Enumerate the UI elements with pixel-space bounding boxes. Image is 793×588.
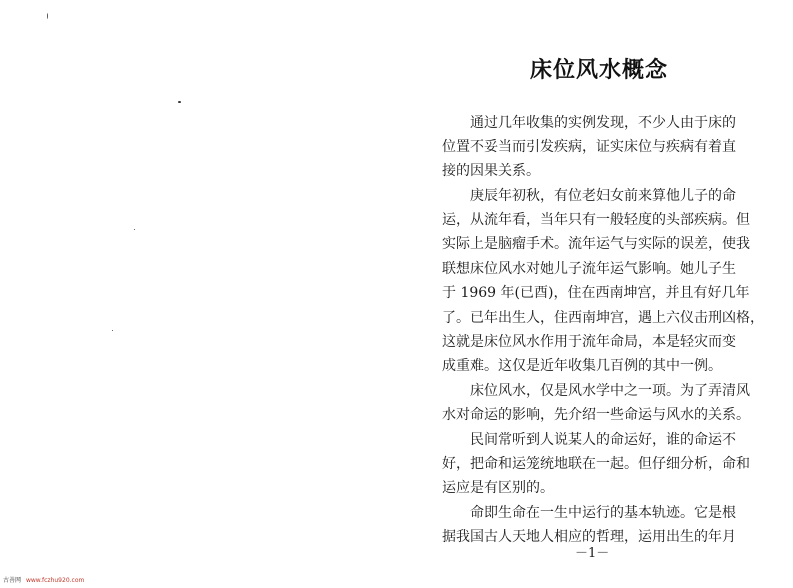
text-line: 联想床位风水对她儿子流年运气影响。她儿子生 <box>442 261 736 277</box>
text-line: 实际上是脑瘤手术。流年运气与实际的误差，使我 <box>442 236 750 252</box>
text-line: 这就是床位风水作用于流年命局，本是轻灾而变 <box>442 334 736 350</box>
right-page <box>400 0 793 575</box>
text-line: 位置不妥当而引发疾病，证实床位与疾病有着直 <box>442 139 736 155</box>
watermark-site-name: 古善网 <box>3 577 22 584</box>
text-line: 据我国古人天地人相应的哲理，运用出生的年月 <box>442 529 736 545</box>
text-line: 接的因果关系。 <box>442 163 540 179</box>
scan-speck <box>134 229 135 230</box>
text-line: 好，把命和运笼统地联在一起。但仔细分析，命和 <box>442 456 750 472</box>
scan-speck <box>112 330 113 331</box>
text-line: 成重难。这仅是近年收集几百例的其中一例。 <box>442 358 722 374</box>
text-line: 水对命运的影响，先介绍一些命运与风水的关系。 <box>442 407 750 423</box>
page-number: －1－ <box>575 546 610 561</box>
text-line: 通过几年收集的实例发现，不少人由于床的 <box>470 115 736 131</box>
text-line: 庚辰年初秋，有位老妇女前来算他儿子的命 <box>470 188 736 204</box>
scan-speck <box>47 13 48 19</box>
text-line: 民间常听到人说某人的命运好，谁的命运不 <box>470 432 736 448</box>
text-line: 命即生命在一生中运行的基本轨迹。它是根 <box>470 505 736 521</box>
text-line: 运，从流年看，当年只有一般轻度的头部疾病。但 <box>442 212 750 228</box>
footer-watermark <box>3 575 84 584</box>
text-line: 了。已年出生人，住西南坤宫，遇上六仪击刑凶格， <box>442 310 764 326</box>
text-line: 运应是有区别的。 <box>442 480 554 496</box>
text-line: 于 1969 年(已酉)，住在西南坤宫，并且有好几年 <box>442 285 750 301</box>
text-line: 床位风水，仅是风水学中之一项。为了弄清风 <box>470 383 750 399</box>
left-page-blank <box>0 0 400 575</box>
scan-speck <box>178 101 181 103</box>
page-title: 床位风水概念 <box>530 57 669 83</box>
watermark-site-url[interactable]: www.fczhu920.com <box>25 577 85 584</box>
